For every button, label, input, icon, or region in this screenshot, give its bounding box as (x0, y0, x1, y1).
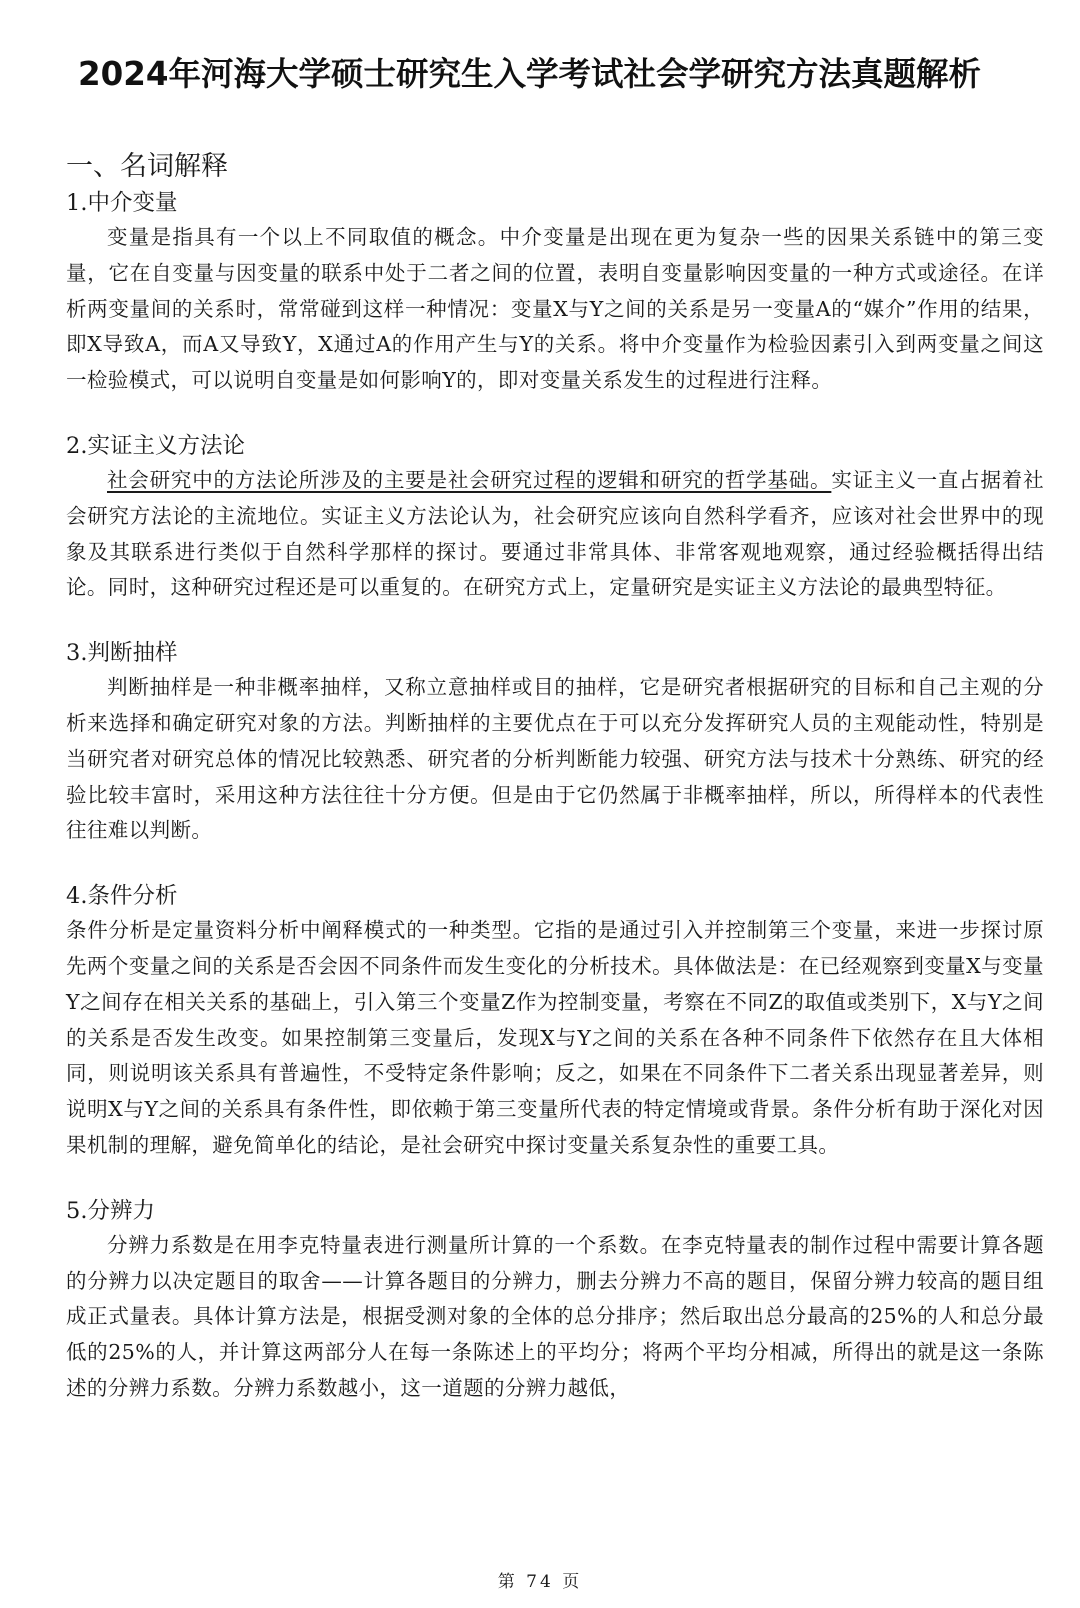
entry-conditional-analysis (66, 879, 1044, 1164)
entry-positivist-methodology (66, 429, 1044, 606)
paragraph-continuation: 实证主义一直占据着社会研究方法论的主流地位。实证主义方法论认为，社会研究应该向自然科学看齐，应该对社会世界中的现象及其联系进行类似于自然科学那样的探讨。要通过非常具体、非常客观地观察，通过经验概括得出结论。同时，这种研究过程还是可以重复的。在研究方式上，定量研究是实证主义方法论的最典型特征。 (66, 467, 1044, 600)
entry-paragraph: 条件分析是定量资料分析中阐释模式的一种类型。它指的是通过引入并控制第三个变量，来进一步探讨原先两个变量之间的关系是否会因不同条件而发生变化的分析技术。具体做法是：在已经观察到变量X与变量Y之间存在相关关系的基础上，引入第三个变量Z作为控制变量，考察在不同Z的取值或类别下，X与Y之间的关系是否发生改变。如果控制第三变量后，发现X与Y之间的关系在各种不同条件下依然存在且大体相同，则说明该关系具有普遍性，不受特定条件影响；反之，如果在不同条件下二者关系出现显著差异，则说明X与Y之间的关系具有条件性，即依赖于第三变量所代表的特定情境或背景。条件分析有助于深化对因果机制的理解，避免简单化的结论，是社会研究中探讨变量关系复杂性的重要工具。 (66, 918, 1044, 1157)
entry-discrimination-power (66, 1194, 1044, 1407)
entry-paragraph (66, 463, 1044, 606)
entry-judgment-sampling (66, 636, 1044, 849)
entry-heading: 5.分辨力 (66, 1197, 155, 1224)
entry-paragraph: 分辨力系数是在用李克特量表进行测量所计算的一个系数。在李克特量表的制作过程中需要计算各题的分辨力以决定题目的取舍——计算各题目的分辨力，删去分辨力不高的题目，保留分辨力较高的题目组成正式量表。具体计算方法是，根据受测对象的全体的总分排序；然后取出总分最高的25%的人和总分最低的25%的人，并计算这两部分人在每一条陈述上的平均分；将两个平均分相减，所得出的就是这一条陈述的分辨力系数。分辨力系数越小，这一道题的分辨力越低， (66, 1232, 1044, 1400)
document-title: 2024年河海大学硕士研究生入学考试社会学研究方法真题解析 (78, 55, 981, 93)
entry-heading: 2.实证主义方法论 (66, 432, 245, 459)
entry-heading: 3.判断抽样 (66, 640, 178, 667)
entry-heading: 4.条件分析 (66, 883, 178, 910)
page-number: 第 74 页 (497, 1572, 583, 1592)
section-heading: 一、名词解释 (66, 151, 228, 182)
entry-heading: 1.中介变量 (66, 190, 178, 216)
underlined-sentence: 社会研究中的方法论所涉及的主要是社会研究过程的逻辑和研究的哲学基础。 (107, 467, 832, 492)
entry-paragraph: 变量是指具有一个以上不同取值的概念。中介变量是出现在更为复杂一些的因果关系链中的第三变量，它在自变量与因变量的联系中处于二者之间的位置，表明自变量影响因变量的一种方式或途径。在详析两变量间的关系时，常常碰到这样一种情况：变量X与Y之间的关系是另一变量A的“媒介”作用的结果，即X导致A，而A又导致Y，X通过A的作用产生与Y的关系。将中介变量作为检验因素引入到两变量之间这一检验模式，可以说明自变量是如何影响Y的，即对变量关系发生的过程进行注释。 (66, 225, 1044, 393)
entry-mediating-variable (66, 186, 1044, 399)
entry-paragraph: 判断抽样是一种非概率抽样，又称立意抽样或目的抽样，它是研究者根据研究的目标和自己主观的分析来选择和确定研究对象的方法。判断抽样的主要优点在于可以充分发挥研究人员的主观能动性，特别是当研究者对研究总体的情况比较熟悉、研究者的分析判断能力较强、研究方法与技术十分熟练、研究的经验比较丰富时，采用这种方法往往十分方便。但是由于它仍然属于非概率抽样，所以，所得样本的代表性往往难以判断。 (66, 675, 1044, 843)
